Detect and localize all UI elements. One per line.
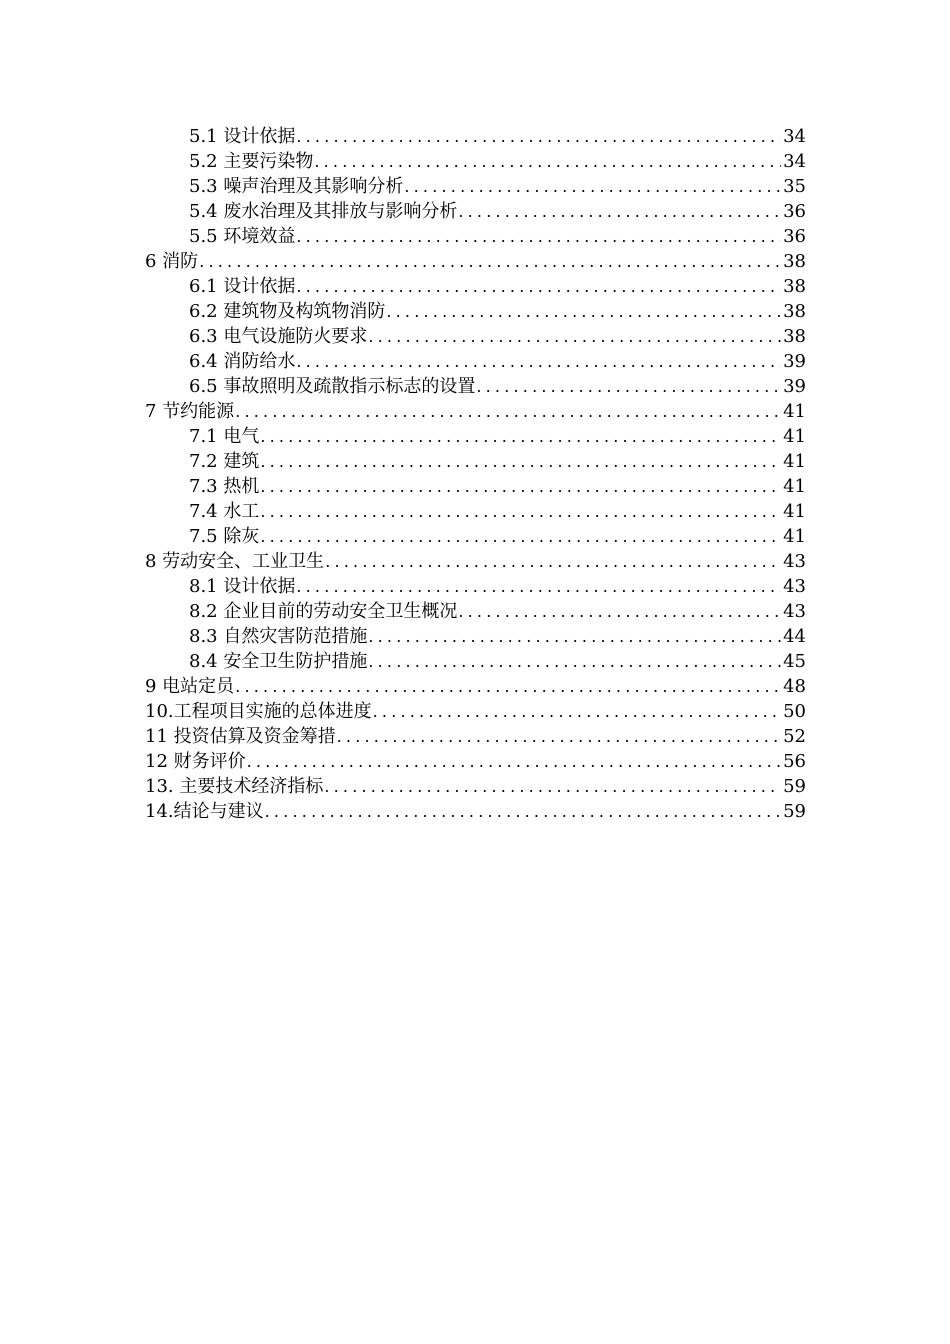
toc-entry-title: 7.2 建筑 xyxy=(189,451,260,472)
toc-entry-title: 12 财务评价 xyxy=(145,751,246,772)
toc-leader-dots xyxy=(296,224,781,249)
toc-leader-dots xyxy=(235,674,781,699)
toc-entry-page: 43 xyxy=(783,601,806,622)
toc-entry[interactable] xyxy=(189,374,950,399)
toc-entry[interactable] xyxy=(189,574,950,599)
toc-entry-page: 44 xyxy=(783,626,806,647)
toc-leader-dots xyxy=(476,374,781,399)
toc-entry[interactable] xyxy=(189,224,950,249)
toc-entry-title: 5.4 废水治理及其排放与影响分析 xyxy=(189,201,458,222)
toc-entry[interactable] xyxy=(145,399,950,424)
toc-entry[interactable] xyxy=(189,324,950,349)
toc-entry[interactable] xyxy=(189,474,950,499)
toc-entry-page: 34 xyxy=(783,151,806,172)
toc-leader-dots xyxy=(260,524,781,549)
toc-entry[interactable] xyxy=(189,449,950,474)
toc-entry-title: 8.3 自然灾害防范措施 xyxy=(189,626,368,647)
toc-entry[interactable] xyxy=(189,149,950,174)
toc-entry[interactable] xyxy=(145,774,950,799)
toc-entry-page: 43 xyxy=(783,576,806,597)
toc-entry[interactable] xyxy=(189,424,950,449)
toc-entry-title: 5.3 噪声治理及其影响分析 xyxy=(189,176,404,197)
toc-leader-dots xyxy=(368,624,781,649)
toc-leader-dots xyxy=(324,774,781,799)
toc-entry-title: 11 投资估算及资金筹措 xyxy=(145,726,336,747)
toc-entry-page: 41 xyxy=(783,501,806,522)
toc-entry[interactable] xyxy=(145,699,950,724)
toc-entry[interactable] xyxy=(189,124,950,149)
toc-leader-dots xyxy=(314,149,781,174)
toc-leader-dots xyxy=(368,649,781,674)
toc-entry-page: 38 xyxy=(783,301,806,322)
toc-leader-dots xyxy=(386,299,781,324)
toc-entry-title: 14.结论与建议 xyxy=(145,801,264,822)
toc-entry[interactable] xyxy=(189,499,950,524)
toc-entry-title: 5.2 主要污染物 xyxy=(189,151,314,172)
toc-entry-title: 6.2 建筑物及构筑物消防 xyxy=(189,301,386,322)
toc-leader-dots xyxy=(296,274,781,299)
toc-leader-dots xyxy=(373,699,781,724)
toc-leader-dots xyxy=(260,449,781,474)
toc-entry-page: 48 xyxy=(783,676,806,697)
toc-leader-dots xyxy=(296,124,781,149)
toc-entry-page: 41 xyxy=(783,476,806,497)
toc-leader-dots xyxy=(296,349,781,374)
toc-entry-page: 41 xyxy=(783,526,806,547)
toc-entry[interactable] xyxy=(145,674,950,699)
toc-leader-dots xyxy=(247,749,781,774)
toc-leader-dots xyxy=(337,724,781,749)
toc-entry-page: 45 xyxy=(783,651,806,672)
toc-entry-page: 35 xyxy=(783,176,806,197)
toc-entry-title: 8.2 企业目前的劳动安全卫生概况 xyxy=(189,601,458,622)
toc-entry-title: 10.工程项目实施的总体进度 xyxy=(145,701,372,722)
toc-entry-page: 36 xyxy=(783,201,806,222)
toc-entry-title: 6 消防 xyxy=(145,251,199,272)
toc-entry[interactable] xyxy=(145,724,950,749)
toc-entry-page: 39 xyxy=(783,351,806,372)
toc-entry-page: 43 xyxy=(783,551,806,572)
toc-leader-dots xyxy=(260,499,781,524)
toc-leader-dots xyxy=(296,574,781,599)
toc-entry-title: 6.5 事故照明及疏散指示标志的设置 xyxy=(189,376,476,397)
toc-entry[interactable] xyxy=(189,174,950,199)
table-of-contents xyxy=(0,124,950,824)
toc-entry-title: 7.5 除灰 xyxy=(189,526,260,547)
toc-leader-dots xyxy=(368,324,781,349)
toc-entry-page: 36 xyxy=(783,226,806,247)
toc-entry-page: 56 xyxy=(783,751,806,772)
toc-entry[interactable] xyxy=(145,749,950,774)
toc-entry-title: 5.1 设计依据 xyxy=(189,126,296,147)
toc-entry-title: 13. 主要技术经济指标 xyxy=(145,776,324,797)
toc-entry-title: 7.1 电气 xyxy=(189,426,260,447)
toc-entry-page: 41 xyxy=(783,401,806,422)
toc-entry-page: 38 xyxy=(783,276,806,297)
toc-entry-page: 59 xyxy=(783,776,806,797)
toc-leader-dots xyxy=(458,599,781,624)
toc-entry[interactable] xyxy=(189,274,950,299)
toc-entry-page: 34 xyxy=(783,126,806,147)
toc-entry[interactable] xyxy=(145,549,950,574)
toc-entry[interactable] xyxy=(189,199,950,224)
toc-leader-dots xyxy=(458,199,781,224)
toc-entry[interactable] xyxy=(145,249,950,274)
toc-leader-dots xyxy=(199,249,781,274)
toc-entry-page: 38 xyxy=(783,251,806,272)
toc-entry-title: 5.5 环境效益 xyxy=(189,226,296,247)
toc-entry-title: 6.4 消防给水 xyxy=(189,351,296,372)
toc-entry-page: 41 xyxy=(783,426,806,447)
toc-entry-title: 8 劳动安全、工业卫生 xyxy=(145,551,325,572)
toc-entry[interactable] xyxy=(189,649,950,674)
toc-leader-dots xyxy=(325,549,781,574)
toc-entry-page: 39 xyxy=(783,376,806,397)
toc-entry-page: 59 xyxy=(783,801,806,822)
toc-entry[interactable] xyxy=(145,799,950,824)
toc-entry-title: 8.1 设计依据 xyxy=(189,576,296,597)
toc-entry[interactable] xyxy=(189,599,950,624)
toc-leader-dots xyxy=(404,174,781,199)
toc-entry[interactable] xyxy=(189,349,950,374)
toc-entry[interactable] xyxy=(189,299,950,324)
toc-entry[interactable] xyxy=(189,624,950,649)
toc-entry-title: 7 节约能源 xyxy=(145,401,235,422)
toc-entry-title: 9 电站定员 xyxy=(145,676,235,697)
toc-leader-dots xyxy=(260,424,781,449)
toc-entry-title: 7.4 水工 xyxy=(189,501,260,522)
toc-entry-title: 6.3 电气设施防火要求 xyxy=(189,326,368,347)
toc-entry-title: 8.4 安全卫生防护措施 xyxy=(189,651,368,672)
toc-entry-page: 52 xyxy=(783,726,806,747)
toc-entry-title: 7.3 热机 xyxy=(189,476,260,497)
toc-entry-page: 38 xyxy=(783,326,806,347)
toc-entry-page: 41 xyxy=(783,451,806,472)
toc-leader-dots xyxy=(260,474,781,499)
toc-entry-title: 6.1 设计依据 xyxy=(189,276,296,297)
toc-leader-dots xyxy=(265,799,781,824)
toc-entry-page: 50 xyxy=(783,701,806,722)
toc-leader-dots xyxy=(235,399,781,424)
toc-entry[interactable] xyxy=(189,524,950,549)
